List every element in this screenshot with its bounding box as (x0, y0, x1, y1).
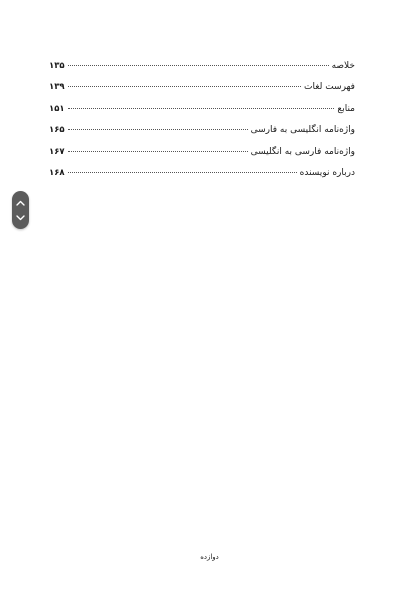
scroll-up-button[interactable] (12, 195, 29, 210)
toc-entry-page: ۱۳۹ (49, 82, 65, 93)
toc-leader-dots (68, 86, 301, 87)
toc-entry-title: فهرست لغات (304, 82, 355, 93)
toc-entry (49, 81, 355, 102)
scroll-down-button[interactable] (12, 210, 29, 225)
toc-leader-dots (68, 129, 248, 130)
toc-entry-page: ۱۵۱ (49, 103, 65, 114)
toc-leader-dots (68, 151, 248, 152)
page-number: دوازده (200, 553, 219, 561)
chevron-down-icon (16, 215, 25, 221)
page-scroll-control (12, 191, 29, 229)
toc-entry (49, 60, 355, 81)
toc-entry-title: واژه‌نامه انگلیسی به فارسی (250, 125, 355, 136)
toc-entry-title: خلاصه (331, 61, 355, 71)
chevron-up-icon (16, 200, 25, 206)
toc-leader-dots (68, 108, 335, 109)
toc-entry-title: واژه‌نامه فارسی به انگلیسی (250, 146, 355, 157)
toc-entry-page: ۱۶۷ (49, 146, 65, 157)
table-of-contents (49, 60, 355, 188)
toc-entry (49, 103, 355, 124)
toc-entry (49, 146, 355, 167)
toc-entry-page: ۱۳۵ (49, 61, 65, 71)
toc-entry-title: درباره نویسنده (299, 167, 355, 178)
toc-entry (49, 124, 355, 145)
toc-entry-page: ۱۶۵ (49, 125, 65, 136)
toc-entry (49, 167, 355, 188)
toc-leader-dots (68, 172, 297, 173)
toc-entry-page: ۱۶۸ (49, 167, 65, 178)
toc-entry-title: منابع (337, 103, 355, 114)
toc-leader-dots (68, 65, 329, 66)
